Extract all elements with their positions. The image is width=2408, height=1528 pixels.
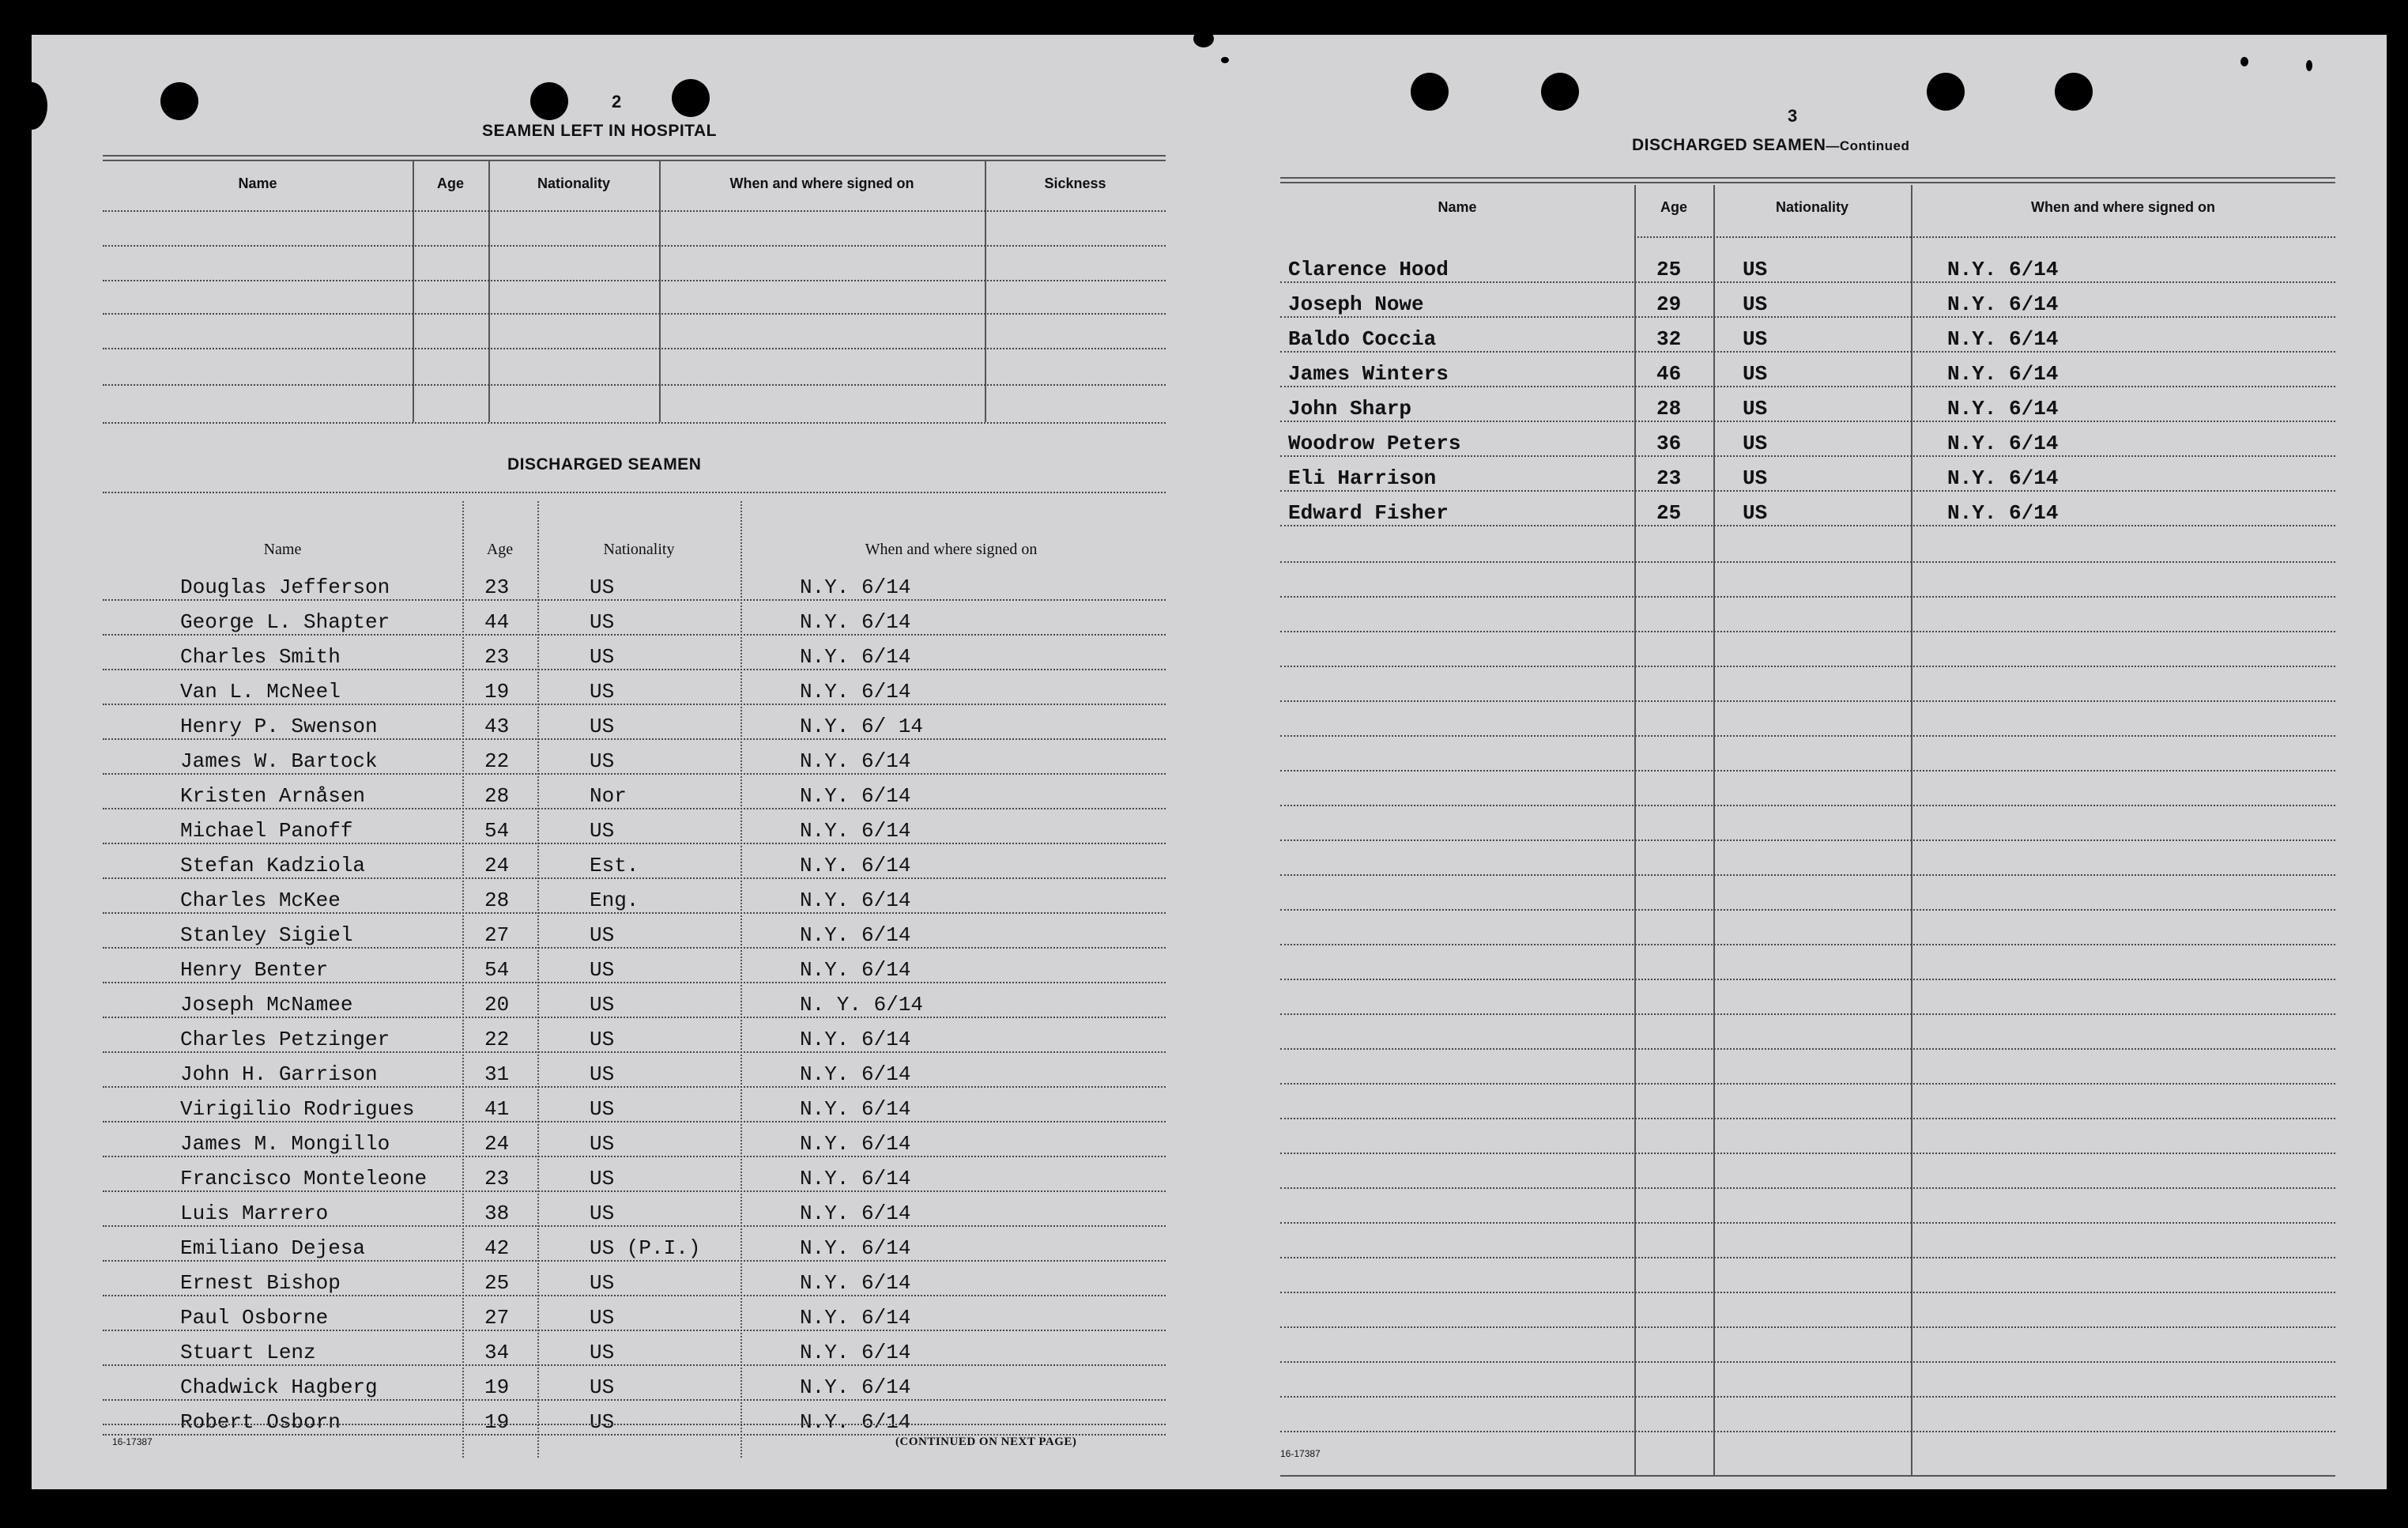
table-rule <box>1634 236 1911 238</box>
seaman-nationality: US <box>590 1167 615 1190</box>
seaman-name: Luis Marrero <box>180 1202 329 1225</box>
discharged-col-header: Nationality <box>603 541 675 558</box>
right-title-main: DISCHARGED SEAMEN <box>1632 136 1826 154</box>
seaman-age: 23 <box>484 575 510 599</box>
seaman-signed-on: N.Y. 6/14 <box>800 680 911 704</box>
punch-hole <box>1541 73 1579 111</box>
seaman-nationality: US <box>590 645 615 669</box>
seaman-signed-on: N.Y. 6/ 14 <box>800 715 924 738</box>
seaman-age: 54 <box>484 819 510 843</box>
hospital-col-header: Nationality <box>537 175 610 191</box>
table-rule <box>1280 1475 2335 1477</box>
right-col-header: Age <box>1660 199 1687 215</box>
seaman-age: 46 <box>1656 362 1682 386</box>
seaman-age: 23 <box>484 645 510 669</box>
seaman-age: 31 <box>484 1062 510 1086</box>
table-rule <box>103 348 1166 349</box>
table-rule <box>103 599 1166 601</box>
seaman-age: 22 <box>484 749 510 773</box>
punch-hole <box>160 82 198 120</box>
table-rule <box>1280 1396 2335 1398</box>
seaman-age: 22 <box>484 1028 510 1051</box>
table-rule <box>103 245 1166 247</box>
ink-speck <box>1193 30 1214 47</box>
table-rule <box>1280 351 2335 353</box>
seaman-name: Eli Harrison <box>1288 466 1437 490</box>
table-rule <box>103 738 1166 740</box>
page-number-right: 3 <box>1788 106 1798 126</box>
discharged-col-header: When and where signed on <box>865 541 1038 558</box>
table-rule <box>103 843 1166 844</box>
table-rule <box>103 1017 1166 1018</box>
seaman-name: James W. Bartock <box>180 749 378 773</box>
seaman-age: 28 <box>484 784 510 808</box>
seaman-nationality: US <box>1743 327 1768 351</box>
table-rule <box>1280 525 2335 526</box>
seaman-nationality: US <box>590 1097 615 1121</box>
seaman-age: 19 <box>484 680 510 704</box>
table-rule <box>103 1364 1166 1366</box>
seaman-nationality: US <box>590 575 615 599</box>
seaman-name: George L. Shapter <box>180 610 390 634</box>
seaman-signed-on: N.Y. 6/14 <box>1947 327 2059 351</box>
seaman-name: Woodrow Peters <box>1288 432 1461 455</box>
table-rule <box>1280 631 2335 632</box>
table-divider <box>740 501 742 1458</box>
seaman-signed-on: N.Y. 6/14 <box>1947 258 2059 281</box>
seaman-age: 44 <box>484 610 510 634</box>
seaman-age: 25 <box>484 1271 510 1295</box>
seaman-age: 32 <box>1656 327 1682 351</box>
table-rule <box>1280 1187 2335 1189</box>
seaman-nationality: US <box>590 1410 615 1434</box>
seaman-signed-on: N.Y. 6/14 <box>800 1375 911 1399</box>
seaman-age: 28 <box>484 889 510 912</box>
seaman-signed-on: N.Y. 6/14 <box>800 1410 911 1434</box>
seaman-name: Douglas Jefferson <box>180 575 390 599</box>
table-divider <box>1713 185 1715 1475</box>
punch-hole <box>2055 73 2093 111</box>
table-rule <box>103 1190 1166 1192</box>
table-rule <box>103 1156 1166 1157</box>
table-rule <box>103 1121 1166 1122</box>
table-rule <box>103 1086 1166 1088</box>
seaman-name: Joseph McNamee <box>180 993 353 1017</box>
seaman-name: John Sharp <box>1288 397 1412 421</box>
discharged-section-title: DISCHARGED SEAMEN <box>507 455 702 473</box>
discharged-col-header: Name <box>263 541 302 558</box>
table-divider <box>1634 185 1636 1475</box>
right-col-header: Nationality <box>1775 199 1848 215</box>
punch-hole <box>530 82 568 120</box>
seaman-nationality: US <box>590 1375 615 1399</box>
table-divider <box>1911 185 1912 1475</box>
seaman-name: Virigilio Rodrigues <box>180 1097 415 1121</box>
table-rule <box>1280 386 2335 387</box>
table-rule <box>1280 1013 2335 1015</box>
seaman-nationality: US <box>1743 466 1768 490</box>
ink-speck <box>16 82 47 130</box>
hospital-section-title: SEAMEN LEFT IN HOSPITAL <box>482 122 717 140</box>
table-rule <box>103 947 1166 949</box>
right-col-header: When and where signed on <box>2030 199 2215 215</box>
seaman-age: 34 <box>484 1341 510 1364</box>
seaman-name: Stefan Kadziola <box>180 854 366 877</box>
table-rule <box>1280 281 2335 283</box>
seaman-nationality: US <box>590 1202 615 1225</box>
right-section-title <box>1632 136 1909 155</box>
table-rule <box>103 773 1166 775</box>
discharged-col-header: Age <box>486 541 514 558</box>
seaman-nationality: US <box>1743 432 1768 455</box>
table-rule <box>103 492 1166 493</box>
table-rule <box>1280 182 2335 183</box>
table-rule <box>1280 770 2335 772</box>
seaman-signed-on: N.Y. 6/14 <box>800 610 911 634</box>
table-rule <box>1280 1292 2335 1293</box>
table-rule <box>103 669 1166 670</box>
table-rule <box>1280 666 2335 667</box>
seaman-name: James M. Mongillo <box>180 1132 390 1156</box>
seaman-signed-on: N.Y. 6/14 <box>800 1132 911 1156</box>
table-rule <box>1280 596 2335 598</box>
seaman-signed-on: N.Y. 6/14 <box>1947 432 2059 455</box>
table-rule <box>1280 1083 2335 1085</box>
seaman-age: 23 <box>484 1167 510 1190</box>
seaman-nationality: Est. <box>590 854 639 877</box>
table-rule <box>103 210 1166 212</box>
table-rule <box>1280 1431 2335 1432</box>
seaman-signed-on: N.Y. 6/14 <box>1947 397 2059 421</box>
right-title-suffix: —Continued <box>1826 138 1910 153</box>
table-rule <box>1280 1118 2335 1119</box>
seaman-nationality: US (P.I.) <box>590 1236 701 1260</box>
seaman-name: Henry P. Swenson <box>180 715 378 738</box>
seaman-age: 20 <box>484 993 510 1017</box>
seaman-age: 27 <box>484 1306 510 1330</box>
form-number-left: 16-17387 <box>112 1436 153 1447</box>
seaman-signed-on: N.Y. 6/14 <box>800 923 911 947</box>
page-number-left: 2 <box>612 92 622 111</box>
seaman-age: 36 <box>1656 432 1682 455</box>
seaman-signed-on: N. Y. 6/14 <box>800 993 924 1017</box>
table-rule <box>1280 1048 2335 1050</box>
table-rule <box>103 634 1166 636</box>
seaman-nationality: US <box>590 1028 615 1051</box>
seaman-name: Charles McKee <box>180 889 341 912</box>
table-rule <box>103 1295 1166 1296</box>
seaman-nationality: US <box>590 993 615 1017</box>
ink-speck <box>2306 60 2312 71</box>
ink-speck <box>1221 57 1229 63</box>
table-rule <box>1280 700 2335 702</box>
table-rule <box>1280 909 2335 911</box>
seaman-age: 41 <box>484 1097 510 1121</box>
seaman-name: Van L. McNeel <box>180 680 341 704</box>
seaman-age: 42 <box>484 1236 510 1260</box>
table-rule <box>103 1424 1166 1425</box>
seaman-nationality: US <box>590 1341 615 1364</box>
seaman-signed-on: N.Y. 6/14 <box>800 819 911 843</box>
table-rule <box>1280 490 2335 492</box>
seaman-name: Charles Smith <box>180 645 341 669</box>
seaman-signed-on: N.Y. 6/14 <box>800 1062 911 1086</box>
seaman-age: 24 <box>484 1132 510 1156</box>
table-rule <box>1280 177 2335 179</box>
seaman-age: 29 <box>1656 292 1682 316</box>
seaman-name: Paul Osborne <box>180 1306 329 1330</box>
seaman-signed-on: N.Y. 6/14 <box>1947 501 2059 525</box>
table-divider <box>462 501 464 1458</box>
seaman-nationality: US <box>1743 258 1768 281</box>
table-rule <box>103 280 1166 281</box>
table-rule <box>103 384 1166 386</box>
seaman-name: James Winters <box>1288 362 1449 386</box>
table-divider <box>537 501 539 1458</box>
seaman-nationality: US <box>590 680 615 704</box>
seaman-signed-on: N.Y. 6/14 <box>1947 362 2059 386</box>
seaman-name: Stanley Sigiel <box>180 923 353 947</box>
seaman-signed-on: N.Y. 6/14 <box>800 1028 911 1051</box>
seaman-name: Kristen Arnåsen <box>180 784 366 808</box>
table-rule <box>103 877 1166 879</box>
table-rule <box>103 1225 1166 1227</box>
seaman-nationality: Nor <box>590 784 627 808</box>
seaman-nationality: US <box>590 1271 615 1295</box>
seaman-name: Charles Petzinger <box>180 1028 390 1051</box>
hospital-col-header: Name <box>238 175 277 191</box>
table-rule <box>1280 1257 2335 1258</box>
table-rule <box>103 160 1166 161</box>
seaman-name: Emiliano Dejesa <box>180 1236 366 1260</box>
punch-hole <box>1927 73 1965 111</box>
seaman-nationality: US <box>1743 292 1768 316</box>
table-rule <box>103 1051 1166 1053</box>
table-rule <box>1280 805 2335 806</box>
seaman-age: 38 <box>484 1202 510 1225</box>
table-rule <box>103 982 1166 983</box>
table-rule <box>1911 236 2335 238</box>
seaman-age: 19 <box>484 1410 510 1434</box>
seaman-name: Chadwick Hagberg <box>180 1375 378 1399</box>
table-rule <box>1280 979 2335 980</box>
seaman-nationality: Eng. <box>590 889 639 912</box>
table-divider <box>488 161 490 422</box>
seaman-nationality: US <box>590 749 615 773</box>
seaman-nationality: US <box>1743 362 1768 386</box>
seaman-name: Stuart Lenz <box>180 1341 316 1364</box>
table-rule <box>103 422 1166 424</box>
punch-hole <box>1411 73 1449 111</box>
table-rule <box>103 912 1166 914</box>
seaman-signed-on: N.Y. 6/14 <box>800 575 911 599</box>
punch-hole <box>672 79 710 117</box>
seaman-age: 24 <box>484 854 510 877</box>
seaman-name: Clarence Hood <box>1288 258 1449 281</box>
table-rule <box>103 1260 1166 1262</box>
seaman-age: 28 <box>1656 397 1682 421</box>
seaman-age: 25 <box>1656 258 1682 281</box>
seaman-nationality: US <box>590 923 615 947</box>
table-rule <box>103 1399 1166 1401</box>
seaman-nationality: US <box>1743 397 1768 421</box>
seaman-nationality: US <box>590 819 615 843</box>
table-rule <box>1280 421 2335 422</box>
table-rule <box>103 808 1166 809</box>
seaman-nationality: US <box>590 610 615 634</box>
continued-note: (CONTINUED ON NEXT PAGE) <box>895 1436 1077 1448</box>
seaman-age: 25 <box>1656 501 1682 525</box>
table-rule <box>1280 874 2335 876</box>
seaman-name: Henry Benter <box>180 958 329 982</box>
seaman-nationality: US <box>590 1132 615 1156</box>
seaman-signed-on: N.Y. 6/14 <box>800 1097 911 1121</box>
seaman-nationality: US <box>590 1062 615 1086</box>
seaman-nationality: US <box>590 715 615 738</box>
seaman-age: 54 <box>484 958 510 982</box>
table-rule <box>1280 1222 2335 1224</box>
seaman-name: Robert Osborn <box>180 1410 341 1434</box>
seaman-signed-on: N.Y. 6/14 <box>800 1202 911 1225</box>
seaman-signed-on: N.Y. 6/14 <box>800 1341 911 1364</box>
seaman-nationality: US <box>1743 501 1768 525</box>
hospital-col-header: Age <box>436 175 464 191</box>
seaman-age: 23 <box>1656 466 1682 490</box>
table-rule <box>103 313 1166 315</box>
seaman-name: Joseph Nowe <box>1288 292 1424 316</box>
ink-speck <box>2240 57 2248 66</box>
table-rule <box>1280 1361 2335 1363</box>
table-rule <box>1280 316 2335 318</box>
table-divider <box>985 161 986 422</box>
seaman-signed-on: N.Y. 6/14 <box>800 749 911 773</box>
form-number-right: 16-17387 <box>1280 1448 1321 1459</box>
hospital-col-header: When and where signed on <box>729 175 914 191</box>
seaman-signed-on: N.Y. 6/14 <box>800 784 911 808</box>
seaman-age: 43 <box>484 715 510 738</box>
seaman-name: Francisco Monteleone <box>180 1167 428 1190</box>
seaman-signed-on: N.Y. 6/14 <box>800 1236 911 1260</box>
table-rule <box>1280 735 2335 737</box>
table-rule <box>103 704 1166 705</box>
seaman-name: Michael Panoff <box>180 819 353 843</box>
table-rule <box>103 155 1166 157</box>
table-rule <box>103 1330 1166 1331</box>
right-col-header: Name <box>1438 199 1477 215</box>
seaman-name: Ernest Bishop <box>180 1271 341 1295</box>
seaman-name: Edward Fisher <box>1288 501 1449 525</box>
seaman-nationality: US <box>590 1306 615 1330</box>
table-rule <box>1280 1153 2335 1154</box>
hospital-col-header: Sickness <box>1044 175 1106 191</box>
table-divider <box>413 161 414 422</box>
seaman-nationality: US <box>590 958 615 982</box>
seaman-name: Baldo Coccia <box>1288 327 1437 351</box>
seaman-signed-on: N.Y. 6/14 <box>800 1306 911 1330</box>
table-rule <box>1280 839 2335 841</box>
table-rule <box>1280 455 2335 457</box>
table-rule <box>1280 561 2335 563</box>
seaman-signed-on: N.Y. 6/14 <box>800 1271 911 1295</box>
document-sheet <box>32 35 2387 1489</box>
seaman-signed-on: N.Y. 6/14 <box>1947 466 2059 490</box>
seaman-name: John H. Garrison <box>180 1062 378 1086</box>
seaman-signed-on: N.Y. 6/14 <box>800 854 911 877</box>
seaman-signed-on: N.Y. 6/14 <box>800 958 911 982</box>
table-divider <box>659 161 661 422</box>
seaman-age: 27 <box>484 923 510 947</box>
table-rule <box>1280 944 2335 945</box>
seaman-signed-on: N.Y. 6/14 <box>800 889 911 912</box>
seaman-signed-on: N.Y. 6/14 <box>800 645 911 669</box>
seaman-age: 19 <box>484 1375 510 1399</box>
seaman-signed-on: N.Y. 6/14 <box>1947 292 2059 316</box>
table-rule <box>1280 1326 2335 1328</box>
seaman-signed-on: N.Y. 6/14 <box>800 1167 911 1190</box>
